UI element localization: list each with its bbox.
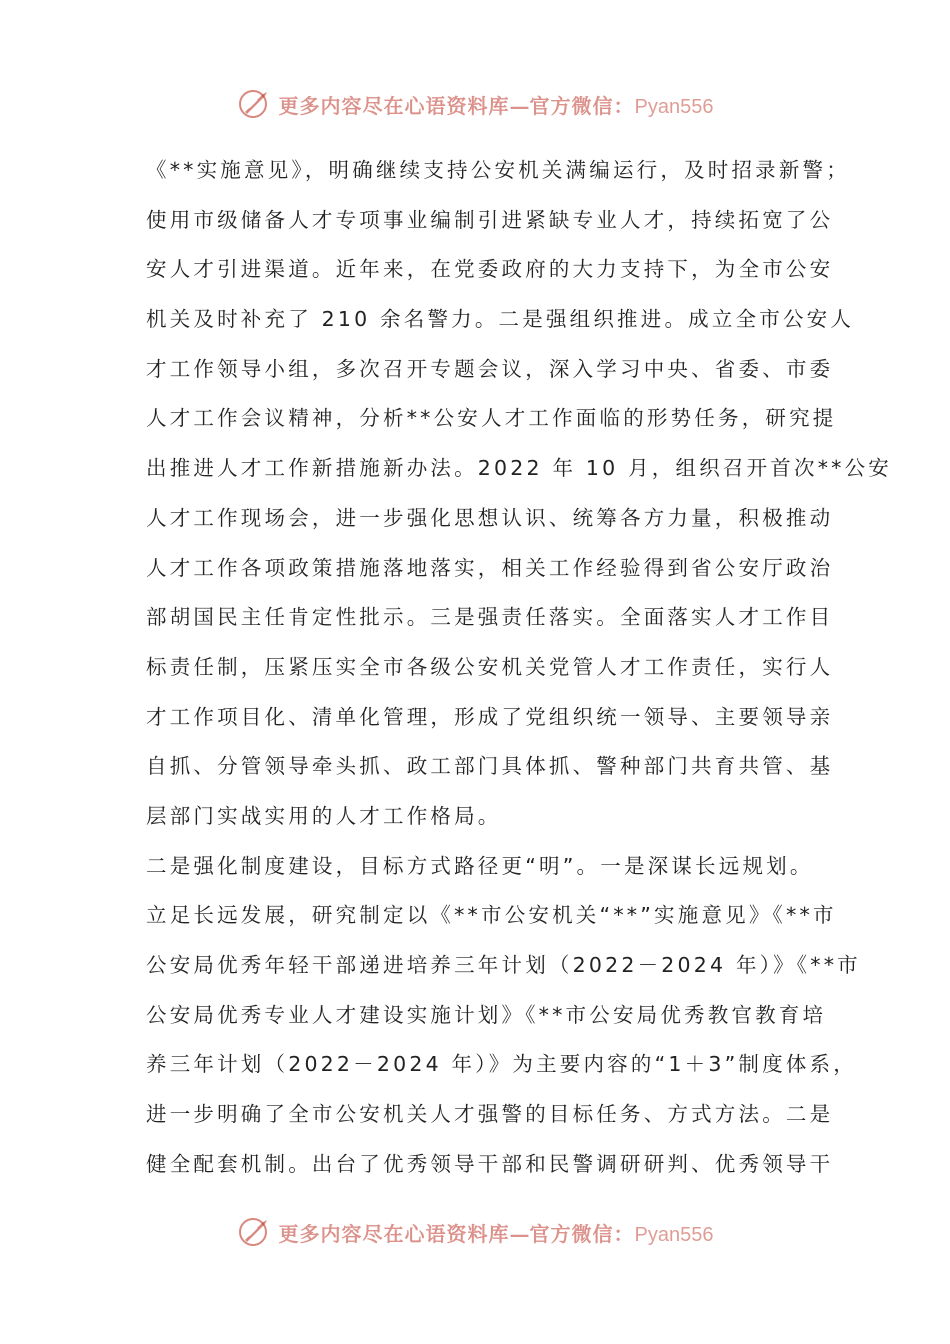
text-line: 安人才引进渠道。近年来，在党委政府的大力支持下，为全市公安 <box>146 257 834 282</box>
paragraph-heading-line: 二是强化制度建设，目标方式路径更“明”。一是深谋长远规划。 <box>146 853 814 878</box>
text-line: 自抓、分管领导牵头抓、政工部门具体抓、警种部门共育共管、基 <box>146 754 834 779</box>
watermark-text <box>279 90 714 119</box>
quill-pen-icon <box>237 86 273 122</box>
text-line: 人才工作会议精神，分析**公安人才工作面临的形势任务，研究提 <box>146 406 837 431</box>
text-line: 立足长远发展，研究制定以《**市公安机关“**”实施意见》《**市 <box>146 903 837 928</box>
text-line: 标责任制，压紧压实全市各级公安机关党管人才工作责任，实行人 <box>146 654 834 679</box>
text-line: 才工作领导小组，多次召开专题会议，深入学习中央、省委、市委 <box>146 356 834 381</box>
separator: — <box>509 93 530 118</box>
quill-pen-icon <box>237 1214 273 1250</box>
text-line: 出推进人才工作新措施新办法。2022 年 10 月，组织召开首次**公安 <box>146 456 893 481</box>
text-line: 机关及时补充了 210 余名警力。二是强组织推进。成立全市公安人 <box>146 307 855 332</box>
text-line: 进一步明确了全市公安机关人才强警的目标任务、方式方法。二是 <box>146 1102 834 1127</box>
text-line: 人才工作现场会，进一步强化思想认识、统筹各方力量，积极推动 <box>146 505 834 530</box>
text-line: 健全配套机制。出台了优秀领导干部和民警调研研判、优秀领导干 <box>146 1151 834 1176</box>
text-line: 《**实施意见》，明确继续支持公安机关满编运行，及时招录新警； <box>146 158 850 182</box>
text-line: 养三年计划（2022－2024 年）》为主要内容的“1＋3”制度体系， <box>146 1052 857 1077</box>
text-line: 公安局优秀专业人才建设实施计划》《**市公安局优秀教官教育培 <box>146 1002 827 1027</box>
wechat-label: 官方微信： <box>529 1221 635 1246</box>
footer-watermark-banner <box>0 1212 950 1252</box>
header-watermark-banner <box>0 84 950 124</box>
text-line: 公安局优秀年轻干部递进培养三年计划（2022－2024 年）》《**市 <box>146 953 861 977</box>
text-line: 人才工作各项政策措施落地落实，相关工作经验得到省公安厅政治 <box>146 555 834 580</box>
document-body <box>146 150 893 1193</box>
wechat-id: Pyan556 <box>634 95 714 118</box>
site-name: 更多内容尽在心语资料库 <box>278 1221 510 1246</box>
text-line: 层部门实战实用的人才工作格局。 <box>146 803 502 828</box>
text-line: 才工作项目化、清单化管理，形成了党组织统一领导、主要领导亲 <box>146 704 834 729</box>
wechat-label: 官方微信： <box>529 93 635 118</box>
site-name: 更多内容尽在心语资料库 <box>278 93 510 118</box>
separator: — <box>509 1221 530 1246</box>
watermark-text <box>279 1218 714 1247</box>
text-line: 部胡国民主任肯定性批示。三是强责任落实。全面落实人才工作目 <box>146 605 834 630</box>
text-line: 使用市级储备人才专项事业编制引进紧缺专业人才，持续拓宽了公 <box>146 207 834 232</box>
wechat-id: Pyan556 <box>634 1223 714 1246</box>
